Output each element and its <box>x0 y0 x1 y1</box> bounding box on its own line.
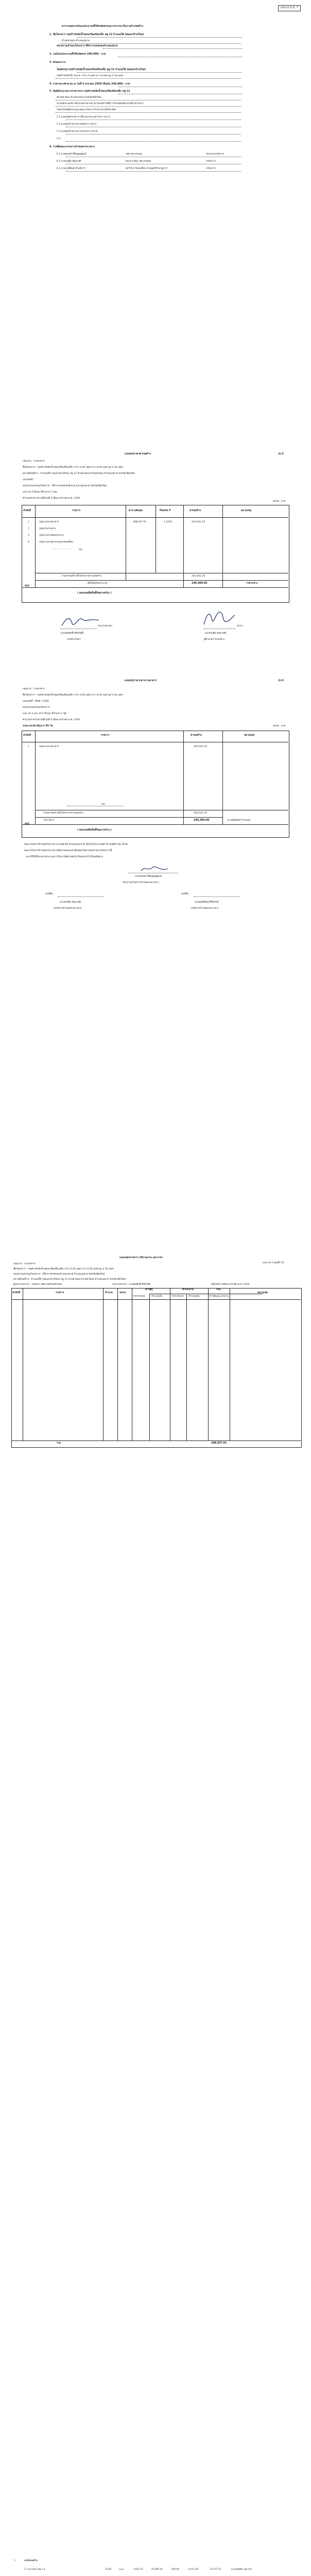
pr5-extra-etc: ฯลฯ <box>78 549 82 551</box>
pr4-h-unit: หน่วย <box>119 1292 126 1294</box>
attachment-5-4: 5.4 <box>57 138 61 140</box>
pr6-command-line-3: และให้ใช้เป็นราคาประมาณการในการจัดจ้างต่อไป จึงลงนามไว้เป็นหลักฐาน <box>26 856 103 858</box>
pr6-member-2-name: (นายฤทธิพันธุ์ ศิริสรรพ์) <box>195 901 219 904</box>
pr6-sum-value: 240,441.24 <box>194 812 208 815</box>
pr6-member-1-sign-label: (ลงชื่อ) <box>45 893 53 895</box>
ppch-form-page <box>0 0 311 175</box>
pr5-amount-words: ( สองแสนสี่หมื่นสี่ร้อยบาทถ้วน ) <box>77 592 112 595</box>
table-cell-mp: 1,811.14 <box>133 2568 143 2570</box>
pr6-unit: หน่วย : บาท <box>273 725 286 727</box>
owner-agency-line: หน่วยงานเจ้าของโครงการ ที่ทำการปกครองอำเภอแม่อาย <box>57 45 118 47</box>
pr4-h-lab-price: ราคา/หน่วย <box>171 1295 184 1298</box>
estimate-criteria-line: ตามหลักเกณฑ์การคำนวณราคากลางงานก่อสร้างที่มีการกำหนดหลักเกณฑ์ราคากลาง <box>57 103 144 105</box>
pr5-rounded-value: 240,400.00 <box>192 582 208 585</box>
table-cell-u: ลบ.ม. <box>119 2568 125 2570</box>
pr4-estimator-office: ผู้ประมาณราคา : กองช่าง เทศบาลตำบลท่าตอน <box>13 1283 62 1286</box>
pr6-command-line-1: - คณะกรรมการกำหนดราคากลาง ตามคำสั่ง อำเภอแม่อาย ที่ 392/2558 ลงวันที่ 16 พฤศจิกายน 2558 <box>23 843 128 846</box>
pr5-drawing-no: แบบเลขที่ : - <box>23 479 36 481</box>
pr6-chair-signature-icon <box>139 863 170 874</box>
pr4-form-code: แบบ ปร.4 แผ่นที่ 1/1 <box>263 1262 285 1264</box>
pr6-owner: หน่วยงานเจ้าของโครงการ <box>23 706 50 709</box>
pr6-drawing-no: แบบเลขที่ : ที่/พศ / 2558 <box>23 700 49 703</box>
pr4-total-value: 188,937.01 <box>211 1442 227 1445</box>
table-cell-ma: 25,066.18 <box>151 2568 163 2570</box>
pr4-group: กลุ่มงาน : งานอาคาร <box>13 1263 36 1265</box>
pr6-amount-words: ( สองแสนสี่หมื่นสี่ร้อยบาทถ้วน ) <box>77 829 112 832</box>
form-tag: แบบ ป.ป.ช. 7 <box>278 5 301 11</box>
pr5-sign-1-name: (นายสมศักดิ์ ศรีสวัสดิ์) <box>61 632 84 635</box>
committee-2-name: 6.2 นายกฤติม พันธวงศ์ <box>57 160 81 163</box>
pr6-sum-label: รวมค่าก่อสร้างทั้งโครงการ/งานก่อสร้าง <box>43 812 83 815</box>
pr4-date: เมื่อวันที่ 4 เดือน มกราคม พ.ศ. 2559 <box>211 1283 250 1286</box>
pr5-calc-date: คำนวณราคากลางเมื่อวันที่ 4 เดือน มกราคม พ.ศ. 2559 <box>23 497 80 500</box>
committee-3-name: 6.3 นายกฤติพันธ์ คำมนิการ <box>57 167 85 170</box>
pr5-median-label: ราคากลาง <box>246 582 258 585</box>
pr5-sign-1-position: นายช่างโยธา <box>67 638 81 641</box>
committee-1-name: 6.1 นายณรงค์ ปิติบุญญพัฒน์ <box>57 153 87 156</box>
project-location-line: ตำบลท่าตอน อำเภอแม่อาย <box>62 40 90 42</box>
pr6-median-label: ราคากลาง <box>43 819 55 822</box>
estimate-date-line: 4. ราคากลางคำนวณ ณ วันที่ 4 มกราคม 2559 เป็นเงิน 240,400.- บาท <box>49 83 130 86</box>
pr5-signature-1-icon <box>60 614 101 630</box>
pr6-member-2-sign-label: (ลงชื่อ) <box>181 893 189 895</box>
pr5-extra-dots: .......................... <box>51 548 71 550</box>
pr4-h-no: ลำดับที่ <box>12 1292 20 1294</box>
pr6-h-note: หมายเหตุ <box>244 734 254 737</box>
pr5-form-page: แบบสรุปราคาค่าก่อสร้าง ปร.5 กลุ่มงาน : งานอาคาร ชื่อโครงการ : ก่อสร้างถังพักน้ำคอนกรีตเสริมเหล็ก กว้าง 4.00 เมตร ยาว 8.00 เมตร สูง 2.30 เมตร สถานที่ก่อสร้าง : บ้านแม่ใต้ (พ่อแอ่วบ้านใหม่) หมู่ 12 บ้านท่าตอน ตำบลท่าตอน อำเภอแม่อาย จังหวัดเชียงใหม่ แบบเลขที่ : - หน่วยงานเจ้าของโครงการ : ที่ทำการปกครองอำเภอ อำเภอแม่อาย จังหวัดเชียงใหม่ แบบ ปร.4 ที่แนบ มีจำนวน 1 แผ่น คำนวณราคากลางเมื่อวันที่ 4 เดือน มกราคม พ.ศ. 2559 หน่วย : บาท ลำดับที่ รายการ ค่างานต้นทุน Factor F ค่าก่อสร้าง หมายเหตุ 1 กลุ่มงานงานอาคาร 188,937.01 1.2726 240,441.24 2 กลุ่มงานงานทาง 3 กลุ่มงานงานชลประทาน 4 กลุ่มงานงานสะพานและท่อเหลี่ยม .......................... ฯลฯ รวมค่าก่อสร้างทั้งโครงการ/งานก่อสร้าง 240,441.24 คิดเป็นเงินประมาณ 240,400.00 ราคากลาง สรุป ( สองแสนสี่หมื่นสี่ร้อยบาทถ้วน ) ประมาณราคา (นายสมศักดิ์ ศรีสวัสดิ์) นายช่างโยธา ตรวจ (นายกฤติม พันธวงศ์) ผู้อำนวยการกองช่าง <box>0 453 311 639</box>
pr6-calc-date: คำนวณราคากลางเมื่อวันที่ 4 เดือน มกราคม พ.ศ. 2559 <box>23 719 80 721</box>
pr6-attach: แบบ ปร.4 และ ปร.5 ที่แนบ มีจำนวน 1 ชุด <box>23 713 67 715</box>
pr5-project: ชื่อโครงการ : ก่อสร้างถังพักน้ำคอนกรีตเสริมเหล็ก กว้าง 4.00 เมตร ยาว 8.00 เมตร สูง 2.30 เมตร <box>23 466 123 469</box>
pr4-project: ชื่อโครงการ : ก่อสร้างถังพักน้ำคอนกรีตเสริมเหล็ก กว้าง 4.00 เมตร ยาว 8.00 เมตร สูง 2.30 เมตร <box>13 1268 114 1270</box>
pr4-h-item: รายการ <box>56 1292 64 1294</box>
pr4-estimator: ประมาณราคา : นายสมศักดิ์ ศรีสวัสดิ์ <box>112 1283 150 1286</box>
pr6-h-total: ค่าก่อสร้าง <box>191 734 202 737</box>
pr4-h-qty: จำนวน <box>105 1292 113 1294</box>
table-cell-n: ตามบัญชีอื่นฯ ผู้ขายไว้ <box>231 2568 252 2570</box>
pr6-member-1-name: (นายกฤติม พันธวงศ์) <box>60 901 81 904</box>
committee-2-position: ผช.ช่างโยธา ทต.ท่าตอน <box>126 160 151 163</box>
committee-2-role: กรรมการ <box>206 160 216 163</box>
pr5-h-cost: ค่างานต้นทุน <box>129 510 143 512</box>
pr5-unit: หน่วย : บาท <box>273 500 286 503</box>
pr6-member-1-role: กรรมการกำหนดราคากลาง <box>54 907 82 910</box>
pr4-site: สถานที่ก่อสร้าง : บ้านแม่ใต้ (พ่อแอ่วบ้านใหม่) หมู่ 12 บ้านท่าตอน ตำบลท่าตอน อำเภอแม่อาย จังหวัดเชียงใหม่ <box>13 1278 126 1281</box>
pr6-median-value: 240,400.00 <box>194 819 210 822</box>
budget-line: 2. วงเงินงบประมาณที่ได้รับจัดสรร 240,400.- บาท <box>49 53 106 56</box>
table-cell-item: งานโครงสร้าง <box>24 2559 38 2562</box>
pr6-duration: ระยะเวลาดำเนินการ 45 วัน <box>23 725 53 727</box>
committee-1-position: ปลัด ทต.ท่าตอน <box>126 153 143 156</box>
pr5-sum-value: 240,441.24 <box>192 575 205 578</box>
pr4-h-sum: ค่าวัสดุและแรงงาน <box>209 1295 229 1298</box>
pr5-form-code: ปร.5 <box>278 453 284 455</box>
ppch-title: ตารางแสดงวงเงินงบประมาณที่ได้รับจัดสรรและราคากลางในงานจ้างก่อสร้าง <box>62 25 144 28</box>
committee-3-role: กรรมการ <box>206 167 216 170</box>
pr5-owner: หน่วยงานเจ้าของโครงการ : ที่ทำการปกครองอำเภอ อำเภอแม่อาย จังหวัดเชียงใหม่ <box>23 485 107 487</box>
attachment-5-2: 5.2 แบบสรุปราคากลางก่อสร้าง (ปร.5) <box>57 123 97 126</box>
pr6-h-item: รายการ <box>101 734 110 737</box>
pr4-h-labor: ค่าแรงงาน <box>182 1289 194 1291</box>
pr4-h-mat-amount: จำนวนเงิน <box>151 1295 163 1298</box>
pr4-owner: หน่วยงานเจ้าของโครงการ : ที่ทำการปกครองอำเภอแม่อาย อำเภอแม่อาย จังหวัดเชียงใหม่ <box>13 1273 105 1276</box>
pr5-summary-label: สรุป <box>25 585 29 587</box>
work-summary-line: โดยสังเขป ก่อสร้างถังพักน้ำคอนกรีตเสริมเหล็ก หมู่ 12 บ้านแม่ใต้ (พ่อแอ่วบ้านใหม่) <box>57 69 146 71</box>
estimate-list-detail: ตำบลท่าตอน อำเภอแม่อาย จังหวัดเชียงใหม่ <box>57 96 101 99</box>
pr4-total-label: รวม <box>57 1442 61 1445</box>
pr6-extra-etc: ฯลฯ <box>101 803 105 806</box>
work-summary-detail: ก่อสร้างถังพักน้ำ ค.ส.ล. กว้าง 4 เมตร ยาว 8 เมตร สูง 2.30 เมตร <box>57 75 124 77</box>
pr5-h-item: รายการ <box>72 510 81 512</box>
table-cell-la: 6,311.04 <box>188 2568 198 2570</box>
estimate-list-line: 5. บัญชีประมาณการราคากลาง ก่อสร้างถังพักน้ำคอนกรีตเสริมเหล็ก หมู่ 12 <box>49 90 130 93</box>
work-type-heading: 3. ลักษณะงาน <box>49 61 66 64</box>
pr6-command-line-2: - คณะกรรมการกำหนดราคากลางได้ตรวจสอบแล้วเห็นชอบกับค่าก่อสร้างตามโครงการนี้ <box>23 850 112 852</box>
pr6-group: กลุ่มงาน : งานอาคาร <box>23 688 45 690</box>
table-cell-q: 13.84 <box>105 2568 111 2570</box>
pr4-h-total: รวม <box>216 1289 221 1291</box>
pr5-signature-2-icon <box>201 608 237 629</box>
committee-heading: 6. รายชื่อคณะกรรมการกำหนดราคากลาง <box>49 146 95 148</box>
pr6-summary-label: สรุป <box>25 823 29 825</box>
pr5-sign-2-role: ตรวจ <box>237 625 243 628</box>
pr5-h-factor: Factor F <box>160 510 171 512</box>
pr4-form-page <box>0 1257 311 2570</box>
pr5-h-note: หมายเหตุ <box>241 510 251 512</box>
pr4-table <box>11 1288 302 1448</box>
pr6-h-no: ลำดับที่ <box>23 734 31 737</box>
pr6-project: ชื่อโครงการ : ก่อสร้างถังพักน้ำคอนกรีตเสริมเหล็ก กว้าง 4.00 เมตร ยาว 8.00 เมตร สูง 2.30 เมตร <box>23 694 123 697</box>
pr5-h-total: ค่าก่อสร้าง <box>189 510 201 512</box>
attachment-5-1: 5.1 แบบแสดงรายการ ปริมาณงาน และราคา (ปร.4) <box>57 116 111 118</box>
pr4-h-mat-price: ราคา/หน่วย <box>133 1295 145 1298</box>
pr5-sign-2-name: (นายกฤติม พันธวงศ์) <box>205 632 227 635</box>
pr5-attach: แบบ ปร.4 ที่แนบ มีจำนวน 1 แผ่น <box>23 491 57 494</box>
pr4-h-note: หมายเหตุ <box>257 1292 268 1294</box>
pr5-sign-1-role: ประมาณราคา <box>98 625 113 628</box>
pr4-h-material: ค่าวัสดุ <box>145 1289 153 1291</box>
table-cell-no: 1 <box>14 2559 15 2562</box>
pr6-chair-name: (นายณรงค์ ปิติบุญญพัฒน์) <box>135 875 162 878</box>
table-cell-item: 1.1 ทรายหยาบอัด x 2 <box>24 2568 46 2570</box>
pr5-h-no: ลำดับที่ <box>23 510 31 512</box>
estimate-criteria-line-2: โดยกรมบัญชีกลางและคณะกรรมการราคากลางที่เกี่ยวข้อง <box>57 109 116 111</box>
committee-1-role: ประธานกรรมการ <box>206 153 224 156</box>
project-name-line: 1. ชื่อโครงการ ก่อสร้างถังพักน้ำคอนกรีตเสริมเหล็ก หมู่ 12 บ้านแม่ใต้ (พ่อแอ่วบ้านใหม่) <box>49 33 144 36</box>
pr6-chair-role: ประธานกรรมการกำหนดราคากลาง <box>123 882 159 884</box>
pr6-title: แบบสรุปราคากลางงานอาคาร <box>125 680 157 682</box>
attachment-5-3: 5.3 แบบสรุปราคากลางงานกลาง (ปร.6) <box>57 130 98 133</box>
pr4-h-lab-amount: จำนวนเงิน <box>188 1295 200 1298</box>
pr6-member-2-role: กรรมการกำหนดราคากลาง <box>191 907 219 910</box>
pr5-title: แบบสรุปราคาค่าก่อสร้าง <box>125 453 151 455</box>
table-cell-t: 31,377.22 <box>210 2568 221 2570</box>
pr6-form-page: แบบสรุปราคากลางงานอาคาร ปร.6 กลุ่มงาน : งานอาคาร ชื่อโครงการ : ก่อสร้างถังพักน้ำคอนกรีตเสริมเหล็ก กว้าง 4.00 เมตร ยาว 8.00 เมตร สูง 2.30 เมตร แบบเลขที่ : ที่/พศ / 2558 หน่วยงานเจ้าของโครงการ แบบ ปร.4 และ ปร.5 ที่แนบ มีจำนวน 1 ชุด คำนวณราคากลางเมื่อวันที่ 4 เดือน มกราคม พ.ศ. 2559 ระยะเวลาดำเนินการ 45 วัน หน่วย : บาท ลำดับที่ รายการ ค่าก่อสร้าง หมายเหตุ 1 กลุ่มงานงานอาคาร 240,441.24 ฯลฯ รวมค่าก่อสร้างทั้งโครงการ/งานก่อสร้าง 240,441.24 ราคากลาง 240,400.00 ค่าเฉลี่ยต่อตารางเมตร สรุป ( สองแสนสี่หมื่นสี่ร้อยบาทถ้วน ) - คณะกรรมการกำหนดราคากลาง ตามคำสั่ง อำเภอแม่อาย ที่ 392/2558 ลงวันที่ 16 พฤศจิกายน 2558 - คณะกรรมการกำหนดราคากลางได้ตรวจสอบแล้วเห็นชอบกับค่าก่อสร้างตามโครงการนี้ และให้ใช้เป็นราคาประมาณการในการจัดจ้างต่อไป จึงลงนามไว้เป็นหลักฐาน (นายณรงค์ ปิติบุญญพัฒน์) ประธานกรรมการกำหนดราคากลาง (ลงชื่อ) (นายกฤติม พันธวงศ์) กรรมการกำหนดราคากลาง (ลงชื่อ) (นายฤทธิพันธุ์ ศิริสรรพ์) กรรมการกำหนดราคากลาง <box>0 680 311 917</box>
pr5-group: กลุ่มงาน : งานอาคาร <box>23 460 45 463</box>
pr5-sign-2-position: ผู้อำนวยการกองช่าง <box>204 638 224 641</box>
pr5-rounded-label: คิดเป็นเงินประมาณ <box>88 582 108 585</box>
pr5-site: สถานที่ก่อสร้าง : บ้านแม่ใต้ (พ่อแอ่วบ้านใหม่) หมู่ 12 บ้านท่าตอน ตำบลท่าตอน อำเภอแม่อาย จังหวัดเชียงใหม่ <box>23 472 135 475</box>
pr4-title: แบบแสดงรายการ ปริมาณงาน และราคา <box>119 1257 163 1259</box>
pr6-avg-note: ค่าเฉลี่ยต่อตารางเมตร <box>228 819 251 822</box>
committee-3-position: นักวิชาการส่งเสริมการเกษตรชำนาญการ <box>126 167 167 170</box>
pr5-sum-label: รวมค่าก่อสร้างทั้งโครงการ/งานก่อสร้าง <box>62 575 102 578</box>
pr6-form-code: ปร.6 <box>278 680 284 682</box>
table-cell-lp: 456.00 <box>171 2568 179 2570</box>
